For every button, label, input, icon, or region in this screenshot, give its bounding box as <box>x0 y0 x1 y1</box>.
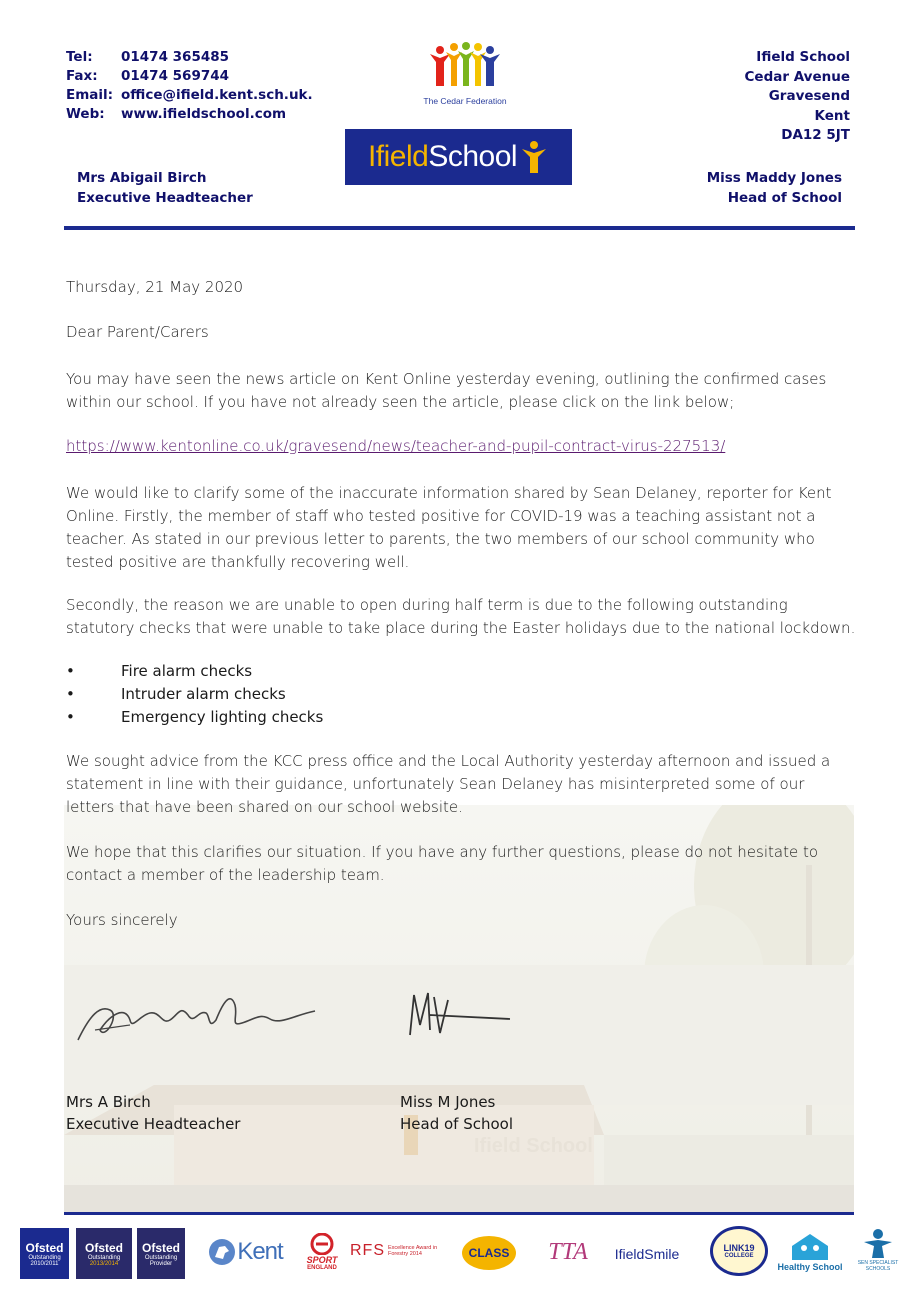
tta-logo <box>530 1230 606 1274</box>
ofsted-logo-2 <box>76 1228 132 1279</box>
healthy-school-text: Healthy School <box>777 1262 843 1272</box>
tta-text: TTA <box>548 1238 588 1265</box>
ofsted-year: 2013/2014 <box>89 1260 119 1267</box>
sig2-name: Miss M Jones <box>400 1093 496 1111</box>
ofsted-rating: Outstanding <box>144 1254 178 1261</box>
school-address <box>745 48 851 146</box>
link19-logo <box>710 1226 768 1276</box>
right-name: Miss Maddy Jones <box>706 170 842 186</box>
contact-label: Email: <box>66 87 114 103</box>
contact-row-tel <box>66 48 313 67</box>
contact-row-email <box>66 86 313 105</box>
ofsted-logo-3 <box>137 1228 185 1279</box>
contact-value[interactable]: www.ifieldschool.com <box>121 106 287 122</box>
contact-label: Tel: <box>66 49 93 65</box>
letter-paragraph-2: We would like to clarify some of the inaccurate information shared by Sean Delaney, reporter for Kent Online. Firstly, the member of staff who tested positive for COVID-19 was a teaching assistant not a teacher. As stated in our previous letter to parents, the two members of our school community who tested positive are thankfully recovering well. <box>66 484 832 571</box>
address-line: Gravesend <box>768 88 850 104</box>
contact-label: Fax: <box>66 68 98 84</box>
letter-paragraph-3: Secondly, the reason we are unable to open during half term is due to the following outstanding statutory checks that were unable to take place during the Easter holidays due to the national lockdown. <box>66 596 856 637</box>
logo-text-school: School <box>428 140 518 173</box>
sport-england-icon <box>309 1233 335 1255</box>
class-text: CLASS <box>468 1246 510 1260</box>
letter-date: Thursday, 21 May 2020 <box>66 278 244 296</box>
letter-salutation: Dear Parent/Carers <box>66 323 209 341</box>
letter-paragraph-1: You may have seen the news article on Kent Online yesterday evening, outlining the confirmed cases within our school. If you have not already seen the article, please click on the link below; <box>66 370 827 411</box>
sen-figure-icon <box>860 1228 896 1260</box>
address-line: Cedar Avenue <box>744 68 850 85</box>
contact-value: 01474 365485 <box>121 49 230 65</box>
article-link[interactable]: https://www.kentonline.co.uk/gravesend/news/teacher-and-pupil-contract-virus-227513/ <box>66 437 726 455</box>
address-line: Ifield School <box>756 49 850 65</box>
rfs-subtext: Excellence Award in Forestry 2014 <box>388 1245 438 1257</box>
ofsted-rating: Outstanding <box>87 1254 121 1261</box>
left-role: Executive Headteacher <box>77 190 253 206</box>
contact-row-fax <box>66 67 313 86</box>
contact-label: Web: <box>66 106 105 122</box>
letter-paragraph-4: We sought advice from the KCC press office and the Local Authority yesterday afternoon and issued a statement in line with their guidance, unfortunately Sean Delaney has misinterpreted some of our letters that have been shared on our school website. <box>66 752 831 816</box>
cedar-figures-icon <box>426 42 504 92</box>
cedar-federation-logo <box>412 42 518 106</box>
header-divider <box>64 226 855 230</box>
signatory-jones <box>400 1091 513 1135</box>
building-sign-text: Ifield School <box>474 1135 593 1157</box>
rfs-text: RFS <box>350 1242 385 1259</box>
list-item: • Fire alarm checks <box>66 660 323 683</box>
contact-value: 01474 569744 <box>121 68 230 84</box>
left-name: Mrs Abigail Birch <box>77 170 207 186</box>
checks-list <box>66 660 323 729</box>
ofsted-rating: Outstanding <box>28 1254 61 1261</box>
footer-divider <box>64 1212 854 1215</box>
contact-row-web <box>66 105 313 124</box>
ifieldsmile-text: IfieldSmile <box>614 1246 680 1262</box>
ifield-school-logo <box>345 129 572 185</box>
sport-england-logo <box>300 1228 344 1276</box>
signature-jones <box>400 985 520 1045</box>
list-item: • Intruder alarm checks <box>66 683 323 706</box>
address-line: DA12 5JT <box>781 127 850 143</box>
kent-horse-icon <box>207 1237 237 1267</box>
head-of-school-block <box>707 168 842 208</box>
healthy-school-icon <box>790 1232 830 1262</box>
ofsted-logo-1 <box>20 1228 69 1279</box>
list-item-text: Intruder alarm checks <box>121 685 286 703</box>
sen-specialist-logo <box>852 1222 904 1278</box>
link19-subtext: COLLEGE <box>724 1253 754 1259</box>
ofsted-provider: Provider <box>149 1260 173 1267</box>
rfs-logo <box>348 1240 450 1262</box>
ifieldsmile-logo <box>606 1240 688 1268</box>
sen-text: SEN SPECIALIST SCHOOLS <box>857 1260 899 1272</box>
contact-value[interactable]: office@ifield.kent.sch.uk. <box>121 87 313 103</box>
right-role: Head of School <box>727 190 842 206</box>
list-item: • Emergency lighting checks <box>66 706 323 729</box>
class-logo <box>462 1236 516 1270</box>
ofsted-year: 2010/2011 <box>30 1260 59 1267</box>
letter-closing: Yours sincerely <box>66 911 178 929</box>
signatory-birch <box>66 1091 240 1135</box>
signature-birch <box>70 985 320 1055</box>
ofsted-title: Ofsted <box>141 1240 180 1255</box>
link19-text: LINK19 <box>723 1243 755 1253</box>
list-item-text: Emergency lighting checks <box>121 708 324 726</box>
england-text: ENGLAND <box>307 1265 337 1271</box>
sig1-name: Mrs A Birch <box>66 1093 151 1111</box>
list-item-text: Fire alarm checks <box>121 662 253 680</box>
ofsted-title: Ofsted <box>84 1240 123 1255</box>
contact-block <box>66 48 313 124</box>
executive-headteacher-block <box>77 168 253 208</box>
address-line: Kent <box>814 107 850 124</box>
article-link-wrap <box>66 435 856 458</box>
sig1-role: Executive Headteacher <box>66 1115 241 1133</box>
kent-text: Kent <box>237 1238 283 1265</box>
tree-figure-icon <box>519 139 549 175</box>
letter-paragraph-5: We hope that this clarifies our situation. If you have any further questions, please do not hesitate to contact a member of the leadership team. <box>66 843 818 884</box>
federation-name: The Cedar Federation <box>423 96 507 106</box>
sport-text: SPORT <box>306 1255 338 1265</box>
ofsted-title: Ofsted <box>25 1240 64 1255</box>
healthy-school-logo <box>772 1228 848 1276</box>
logo-text-ifield: Ifield <box>367 140 429 173</box>
kent-logo <box>198 1234 292 1270</box>
sig2-role: Head of School <box>400 1115 514 1133</box>
